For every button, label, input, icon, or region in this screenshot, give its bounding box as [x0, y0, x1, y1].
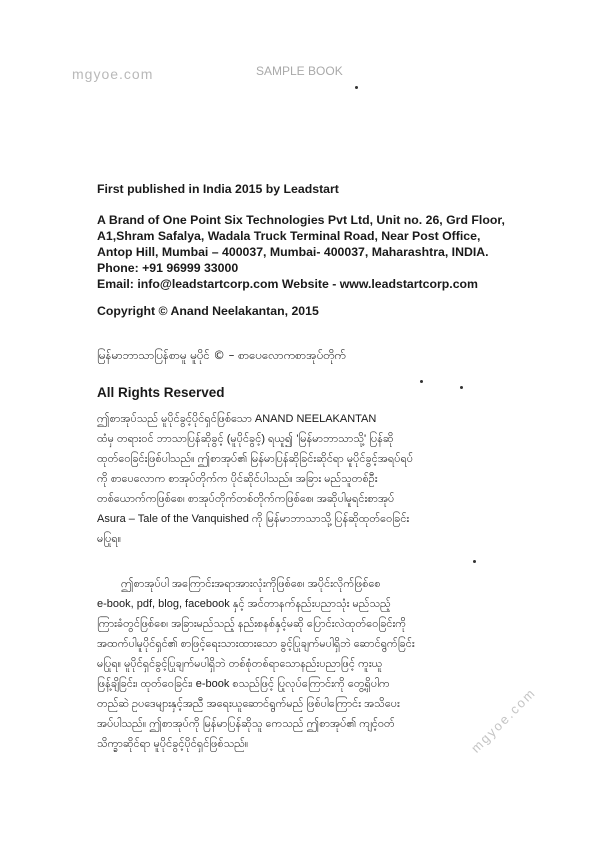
- publisher-line: A1,Shram Safalya, Wadala Truck Terminal Road, Near Post Office,: [97, 229, 481, 243]
- publisher-line: A Brand of One Point Six Technologies Pvt Ltd, Unit no. 26, Grd Floor,: [97, 213, 505, 227]
- paragraph-line: ထံမှ တရားဝင် ဘာသာပြန်ဆိုခွင့် (မူပိုင်ခွင့်) ရယူ၍ 'မြန်မာဘာသာသို့' ပြန်ဆို: [97, 433, 394, 445]
- scan-speck: [420, 380, 423, 383]
- paragraph-line: တည်ဆဲ ဥပဒေများနှင့်အညီ အရေးယူဆောင်ရွက်မည် ဖြစ်ပါကြောင်း အသိပေး: [97, 698, 400, 710]
- paragraph-line: Asura – Tale of the Vanquished ကို မြန်မာဘာသာသို့ ပြန်ဆိုထုတ်ဝေခြင်း: [97, 513, 410, 525]
- scan-speck: [460, 386, 463, 389]
- sample-book-label: SAMPLE BOOK: [256, 64, 343, 78]
- watermark-top: mgyoe.com: [72, 66, 154, 82]
- publisher-phone: Phone: +91 96999 33000: [97, 261, 239, 275]
- scan-speck: [473, 560, 476, 563]
- paragraph-line: တစ်ယောက်ကဖြစ်စေ၊ စာအုပ်တိုက်တစ်တိုက်ကဖြစ်စေ၊ အဆိုပါမူရင်းစာအုပ်: [97, 493, 395, 505]
- publisher-info: [97, 212, 527, 292]
- all-rights-heading: All Rights Reserved: [97, 385, 225, 400]
- paragraph-restrictions: [97, 574, 527, 754]
- publisher-line: Antop Hill, Mumbai – 400037, Mumbai- 400037, Maharashtra, INDIA.: [97, 245, 489, 259]
- paragraph-line: ဤစာအုပ်ပါ အကြောင်းအရာအားလုံးကိုဖြစ်စေ၊ အပိုင်းလိုက်ဖြစ်စေ: [121, 578, 381, 590]
- first-published-line: First published in India 2015 by Leadstart: [97, 182, 339, 196]
- paragraph-license: [97, 409, 527, 549]
- paragraph-line: အပ်ပါသည်။ ဤစာအုပ်ကို မြန်မာပြန်ဆိုသူ ကေသည် ဤစာအုပ်၏ ကျင့်ဝတ်: [97, 718, 395, 730]
- paragraph-line: ဤစာအုပ်သည် မူပိုင်ခွင့်ပိုင်ရှင်ဖြစ်သော ANAND NEELAKANTAN: [97, 413, 377, 425]
- scan-speck: [355, 86, 358, 89]
- myanmar-copyright-line: မြန်မာဘာသာပြန်စာမူ မူပိုင် © – စာပေလောကစာအုပ်တိုက်: [97, 348, 346, 362]
- paragraph-line: မပြုရ။ မူပိုင်ရှင်ခွင့်ပြုချက်မပါရှိဘဲ တစ်စုံတစ်ရာသောနည်းပညာဖြင့် ကူးယူ: [97, 658, 383, 670]
- paragraph-line: e-book, pdf, blog, facebook နှင့် အင်တာနက်နည်းပညာသုံး မည်သည့်: [97, 598, 391, 610]
- publisher-contact: Email: info@leadstartcorp.com Website - www.leadstartcorp.com: [97, 277, 478, 291]
- paragraph-line: မပြုရ။: [97, 533, 122, 545]
- paragraph-line: သိက္ခာဆိုင်ရာ မူပိုင်ခွင့်ပိုင်ရှင်ဖြစ်သည်။: [97, 738, 249, 750]
- paragraph-line: အထက်ပါမူပိုင်ရှင်၏ စာဖြင့်ရေးသားထားသော ခွင့်ပြုချက်မပါရှိဘဲ ဆောင်ရွက်ခြင်း: [97, 638, 415, 650]
- paragraph-line: ဖြန့်ချိခြင်း၊ ထုတ်ဝေခြင်း၊ e-book စသည်ဖြင့် ပြုလုပ်ကြောင်းကို တွေ့ရှိပါက: [97, 678, 390, 690]
- paragraph-line: ထုတ်ဝေခြင်းဖြစ်ပါသည်။ ဤစာအုပ်၏ မြန်မာပြန်ဆိုခြင်းဆိုင်ရာ မူပိုင်ခွင့်အရပ်ရပ်: [97, 453, 414, 465]
- paragraph-line: ကို စာပေလောက စာအုပ်တိုက်က ပိုင်ဆိုင်ပါသည်။ အခြား မည်သူတစ်ဦး: [97, 473, 378, 485]
- copyright-line: Copyright © Anand Neelakantan, 2015: [97, 304, 319, 318]
- watermark-side: mgyoe.com: [468, 684, 539, 756]
- paragraph-line: ကြားခံတွင်ဖြစ်စေ၊ အခြားမည်သည့် နည်းစနစ်နှင့်မဆို ပြောင်းလဲထုတ်ဝေခြင်းကို: [97, 618, 407, 630]
